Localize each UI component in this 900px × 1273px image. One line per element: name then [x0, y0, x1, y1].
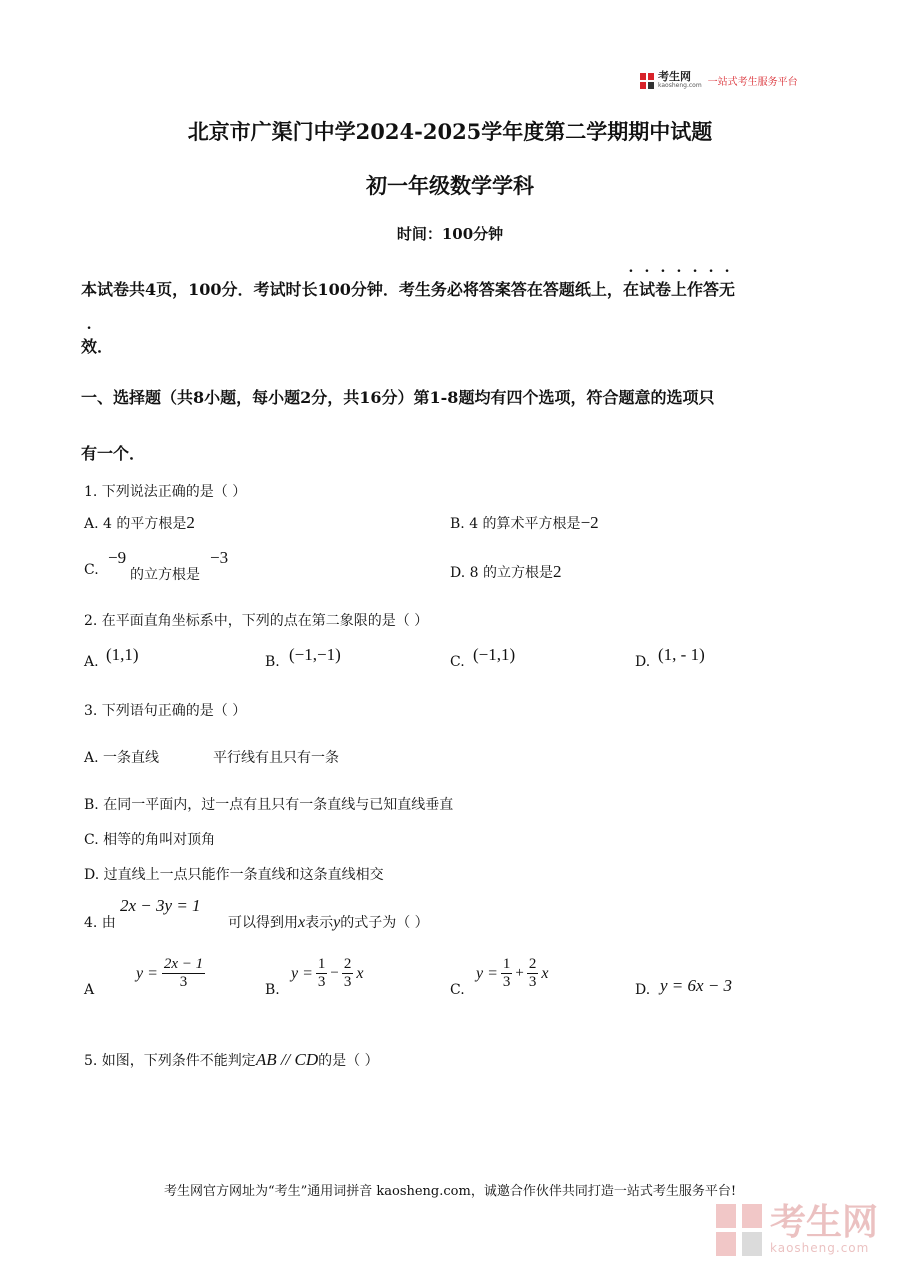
section-heading-line-2: 有一个． — [81, 444, 146, 463]
operator: − — [330, 965, 339, 981]
fraction — [342, 956, 354, 991]
fraction — [316, 956, 328, 991]
q3-option-a-text-2: 平行线有且只有一条 — [213, 750, 339, 766]
option-math: 2 — [186, 513, 195, 532]
q4-equation: 2x − 3y = 1 — [120, 896, 201, 915]
emph-char: 答 — [703, 280, 720, 299]
watermark-logo-icon — [716, 1204, 762, 1256]
notice-text: 本试卷共4页，100分．考试时长100分钟．考生务必将答案答在答题纸上， — [81, 280, 623, 299]
q1-option-b — [450, 513, 599, 533]
q4-var-y: y — [333, 914, 341, 931]
q4-option-d-math: y = 6x − 3 — [660, 976, 733, 995]
emph-char: 在 — [622, 280, 639, 299]
operator: + — [515, 965, 524, 981]
q1-option-a — [84, 513, 195, 533]
watermark — [716, 1204, 878, 1256]
q1-option-c-label: C. — [84, 562, 99, 578]
q2-option-d-label: D. — [635, 654, 651, 670]
option-label: D. — [84, 867, 100, 883]
q3-option-a — [84, 747, 159, 767]
denominator: 3 — [343, 974, 352, 990]
q1-option-c-math-2: −3 — [210, 548, 229, 567]
option-label: C. — [84, 832, 99, 848]
q4-stem — [228, 912, 429, 932]
q2-option-b-label: B. — [265, 654, 280, 670]
q2-option-a-math: (1,1) — [106, 645, 139, 664]
numerator: 2x − 1 — [163, 956, 204, 972]
option-text: 一条直线 — [103, 750, 160, 766]
option-label: B. — [84, 797, 99, 813]
q3-stem: 3. 下列语句正确的是（ ） — [84, 703, 247, 719]
notice-line-1 — [81, 277, 735, 300]
denominator: 3 — [317, 974, 326, 990]
q5-stem — [84, 1050, 379, 1070]
brand-domain: kaosheng.com — [658, 82, 702, 89]
brand-header — [640, 72, 798, 89]
numerator: 2 — [343, 956, 352, 972]
q5-text: 5. 如图，下列条件不能判定 — [84, 1053, 256, 1069]
q4-option-d-label: D. — [635, 982, 651, 998]
q2-option-d-math: (1, - 1) — [658, 645, 705, 664]
option-label: A. — [84, 750, 99, 766]
watermark-name: 考生网 — [770, 1202, 879, 1243]
q4-text: 表示 — [305, 915, 334, 931]
q4-option-b-math — [291, 956, 363, 991]
q3-option-c — [84, 829, 215, 849]
q4-text: 的式子为（ ） — [340, 915, 429, 931]
q4-option-c-math — [476, 956, 548, 991]
exam-subtitle: 初一年级数学学科 — [366, 173, 534, 198]
emph-char: 上 — [670, 280, 687, 299]
q2-stem: 2. 在平面直角坐标系中，下列的点在第二象限的是（ ） — [84, 613, 429, 629]
notice-line-2 — [81, 334, 113, 357]
option-math: 2 — [553, 562, 562, 581]
emph-char: 卷 — [654, 280, 671, 299]
q5-text: 的是（ ） — [318, 1053, 379, 1069]
q1-stem: 1. 下列说法正确的是（ ） — [84, 484, 247, 500]
fraction — [501, 956, 513, 991]
q4-var-x: x — [298, 914, 306, 931]
numerator: 1 — [502, 956, 511, 972]
numerator: 2 — [528, 956, 537, 972]
option-math: −2 — [580, 513, 599, 532]
footer-text: 考生网官方网址为“考生”通用词拼音 kaosheng.com，诚邀合作伙伴共同打造一站式考生服务平台! — [163, 1184, 737, 1199]
variable: x — [356, 964, 364, 982]
q3-option-b — [84, 794, 453, 814]
emph-char: 试 — [638, 280, 655, 299]
lhs: y = — [136, 964, 158, 982]
lhs: y = — [476, 964, 498, 982]
q3-option-d — [84, 864, 384, 884]
option-text: 4 的平方根是 — [103, 516, 187, 532]
denominator: 3 — [179, 974, 188, 990]
q4-option-a-label: A — [84, 982, 95, 998]
section-heading-line-1: 一、选择题（共8小题，每小题2分，共16分）第1-8题均有四个选项，符合题意的选项只 — [81, 388, 715, 407]
q4-num: 4. 由 — [84, 915, 116, 931]
notice-end: ． — [97, 337, 114, 356]
option-text: 相等的角叫对顶角 — [103, 832, 216, 848]
option-label: D. — [450, 565, 466, 581]
variable: x — [541, 964, 549, 982]
watermark-domain: kaosheng.com — [770, 1241, 870, 1255]
emph-char: 作 — [687, 280, 704, 299]
denominator: 3 — [528, 974, 537, 990]
fraction — [527, 956, 539, 991]
q4-option-a-math — [136, 956, 205, 991]
q4-text: 可以得到用 — [228, 915, 298, 931]
q1-option-c-math-1: −9 — [108, 548, 127, 567]
q2-option-c-label: C. — [450, 654, 465, 670]
q4-option-b-label: B. — [265, 982, 280, 998]
brand-name: 考生网 — [658, 70, 691, 83]
option-text: 4 的算术平方根是 — [469, 516, 581, 532]
emph-char: 效 — [81, 337, 98, 356]
emph-char: 无 — [719, 280, 736, 299]
lhs: y = — [291, 964, 313, 982]
option-label: A. — [84, 516, 99, 532]
brand-logo-icon — [640, 73, 654, 89]
q2-option-a-label: A. — [84, 654, 99, 670]
q1-option-c-text: 的立方根是 — [130, 567, 200, 583]
exam-title: 北京市广渠门中学2024-2025学年度第二学期期中试题 — [187, 119, 713, 144]
q4-option-c-label: C. — [450, 982, 465, 998]
q2-option-c-math: (−1,1) — [473, 645, 516, 664]
option-text: 在同一平面内，过一点有且只有一条直线与已知直线垂直 — [103, 797, 454, 813]
option-text: 8 的立方根是 — [469, 565, 553, 581]
option-label: B. — [450, 516, 465, 532]
q1-option-d — [450, 562, 562, 582]
fraction — [162, 956, 205, 991]
denominator: 3 — [502, 974, 511, 990]
option-text: 过直线上一点只能作一条直线和这条直线相交 — [103, 867, 384, 883]
q2-option-b-math: (−1,−1) — [289, 645, 341, 664]
exam-time: 时间：100分钟 — [396, 225, 504, 243]
brand-slogan: 一站式考生服务平台 — [707, 77, 798, 88]
q5-math: AB // CD — [255, 1050, 319, 1069]
numerator: 1 — [317, 956, 326, 972]
